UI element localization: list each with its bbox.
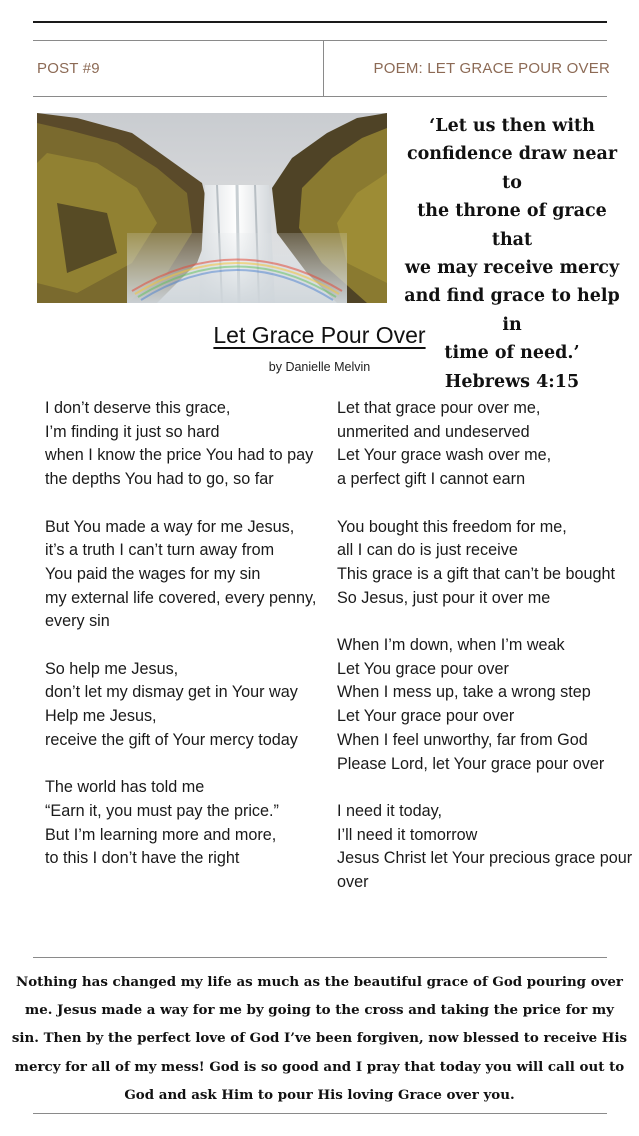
poem-line: The world has told me	[45, 778, 205, 797]
reflection-top-rule	[33, 957, 607, 958]
poem-line: don’t let my dismay get in Your way	[45, 683, 298, 702]
poem-line: all I can do is just receive	[337, 541, 518, 560]
poem-stanza	[45, 776, 335, 871]
poem-line: Please Lord, let Your grace pour over	[337, 754, 605, 773]
poem-line: You bought this freedom for me,	[337, 517, 567, 536]
scripture-line: we may receive mercy	[404, 258, 620, 279]
poem-line: the depths You had to go, so far	[45, 470, 274, 489]
poem-line: Let Your grace wash over me,	[337, 446, 552, 465]
scripture-line: the throne of grace that	[417, 201, 607, 250]
post-number-label: POST #9	[37, 60, 100, 77]
poem-line: But You made a way for me Jesus,	[45, 517, 295, 536]
poem-line: it’s a truth I can’t turn away from	[45, 541, 275, 560]
poem-line: when I know the price You had to pay	[45, 446, 314, 465]
waterfall-photo	[37, 113, 387, 303]
poem-line: I don’t deserve this grace,	[45, 399, 231, 417]
poem-line: I’ll need it tomorrow	[337, 825, 478, 844]
poem-line: When I feel unworthy, far from God	[337, 730, 588, 749]
header-bottom-rule	[33, 96, 607, 97]
poem-line: I’m finding it just so hard	[45, 422, 220, 441]
poem-line: When I’m down, when I’m weak	[337, 636, 565, 654]
poem-line: When I mess up, take a wrong step	[337, 683, 591, 702]
poem-left-column	[45, 397, 335, 895]
scripture-reference: Hebrews 4:15	[444, 371, 580, 392]
poem-line: unmerited and undeserved	[337, 422, 530, 441]
scripture-line: ‘Let us then with	[429, 116, 595, 136]
poem-line: You paid the wages for my sin	[45, 564, 261, 583]
poem-line: So Jesus, just pour it over me	[337, 588, 551, 607]
reflection-paragraph: Nothing has changed my life as much as the beautiful grace of God pouring over me. Jesus made a way for me by going to the cross and taking the price for my sin. Then by the perfect love of God I’ve been forgiven, now blessed to receive His mercy for all of my mess! God is so good and I pray that today you will call out to God and ask Him to pour His loving Grace over you.	[11, 974, 628, 1103]
poem-stanza	[45, 516, 335, 635]
poem-line: Let that grace pour over me,	[337, 399, 541, 417]
scripture-quote	[396, 112, 628, 396]
poem-title: Let Grace Pour Over	[213, 322, 426, 348]
poem-stanza	[337, 397, 633, 492]
scripture-line: confidence draw near to	[406, 144, 618, 193]
poem-stanza	[45, 658, 335, 753]
poem-line: Help me Jesus,	[45, 707, 157, 726]
reflection-bottom-rule	[33, 1113, 607, 1114]
poem-line: This grace is a gift that can’t be bought	[337, 564, 616, 583]
poem-line: So help me Jesus,	[45, 659, 179, 678]
poem-line: to this I don’t have the right	[45, 849, 240, 868]
poem-line: Let You grace pour over	[337, 659, 509, 678]
poem-stanza	[337, 516, 633, 611]
header-divider	[323, 40, 324, 96]
scripture-line: and find grace to help in	[404, 286, 620, 335]
header-top-rule	[33, 40, 607, 41]
poem-line: receive the gift of Your mercy today	[45, 730, 298, 749]
poem-stanza	[337, 634, 633, 776]
poem-right-column	[337, 397, 633, 918]
scripture-line: time of need.’	[444, 343, 580, 364]
poem-byline: by Danielle Melvin	[268, 360, 371, 374]
poem-stanza	[45, 397, 335, 492]
top-border-rule	[33, 21, 607, 23]
poem-line: Jesus Christ let Your precious grace pour over	[337, 849, 633, 892]
poem-stanza	[337, 800, 633, 895]
poem-line: I need it today,	[337, 801, 442, 820]
poem-line: a perfect gift I cannot earn	[337, 470, 526, 489]
poem-line: Let Your grace pour over	[337, 707, 515, 726]
poem-line: “Earn it, you must pay the price.”	[45, 801, 279, 820]
poem-line: But I’m learning more and more,	[45, 825, 277, 844]
poem-line: my external life covered, every penny, every sin	[45, 588, 317, 631]
poem-title-label: POEM: LET GRACE POUR OVER	[373, 60, 610, 77]
